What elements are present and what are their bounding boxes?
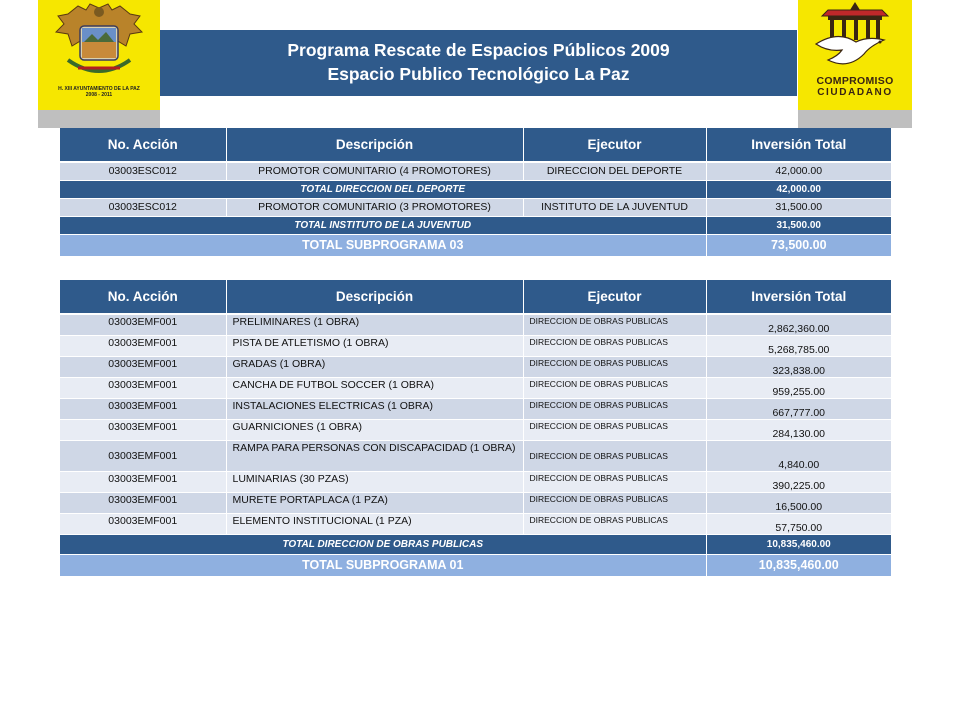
cell-descripcion: INSTALACIONES ELECTRICAS (1 OBRA) bbox=[226, 398, 523, 419]
cell-accion: 03003ESC012 bbox=[60, 162, 226, 180]
cell-descripcion: MURETE PORTAPLACA (1 PZA) bbox=[226, 492, 523, 513]
cell-descripcion: PISTA DE ATLETISMO (1 OBRA) bbox=[226, 335, 523, 356]
seal-caption bbox=[40, 86, 158, 98]
cell-accion: 03003EMF001 bbox=[60, 314, 226, 335]
cell-accion: 03003EMF001 bbox=[60, 356, 226, 377]
table-header-row bbox=[60, 128, 891, 162]
cell-ejecutor: DIRECCION DE OBRAS PUBLICAS bbox=[523, 471, 706, 492]
column-header-accion: No. Acción bbox=[60, 280, 226, 314]
dept-total-row bbox=[60, 180, 891, 198]
subprogram-total-value: 73,500.00 bbox=[706, 234, 891, 256]
table-row bbox=[60, 356, 891, 377]
column-header-accion: No. Acción bbox=[60, 128, 226, 162]
table-row bbox=[60, 198, 891, 216]
table-row bbox=[60, 377, 891, 398]
table-row bbox=[60, 398, 891, 419]
cell-inversion: 5,268,785.00 bbox=[706, 335, 891, 356]
cell-accion: 03003EMF001 bbox=[60, 419, 226, 440]
cell-descripcion: CANCHA DE FUTBOL SOCCER (1 OBRA) bbox=[226, 377, 523, 398]
cell-ejecutor: DIRECCION DE OBRAS PUBLICAS bbox=[523, 398, 706, 419]
table-row bbox=[60, 492, 891, 513]
brand-line2: CIUDADANO bbox=[817, 87, 893, 98]
cell-accion: 03003ESC012 bbox=[60, 198, 226, 216]
table-row bbox=[60, 335, 891, 356]
brand-caption bbox=[800, 76, 910, 98]
subprograma-01-table bbox=[60, 280, 891, 577]
cell-accion: 03003EMF001 bbox=[60, 492, 226, 513]
cell-accion: 03003EMF001 bbox=[60, 471, 226, 492]
table-header-row bbox=[60, 280, 891, 314]
cell-inversion: 31,500.00 bbox=[706, 198, 891, 216]
cell-ejecutor: DIRECCION DE OBRAS PUBLICAS bbox=[523, 314, 706, 335]
cell-inversion: 57,750.00 bbox=[706, 513, 891, 534]
cell-descripcion: RAMPA PARA PERSONAS CON DISCAPACIDAD (1 OBRA) bbox=[226, 440, 523, 471]
dept-total-label: TOTAL DIRECCION DEL DEPORTE bbox=[60, 180, 706, 198]
cell-descripcion: LUMINARIAS (30 PZAS) bbox=[226, 471, 523, 492]
cell-inversion: 2,862,360.00 bbox=[706, 314, 891, 335]
cell-inversion: 323,838.00 bbox=[706, 356, 891, 377]
table-row bbox=[60, 513, 891, 534]
cell-inversion: 390,225.00 bbox=[706, 471, 891, 492]
subprogram-total-value: 10,835,460.00 bbox=[706, 554, 891, 576]
seal-caption-line1: H. XIII AYUNTAMIENTO DE LA PAZ bbox=[58, 86, 140, 92]
cell-descripcion: PROMOTOR COMUNITARIO (4 PROMOTORES) bbox=[226, 162, 523, 180]
cell-inversion: 284,130.00 bbox=[706, 419, 891, 440]
cell-inversion: 42,000.00 bbox=[706, 162, 891, 180]
cell-accion: 03003EMF001 bbox=[60, 377, 226, 398]
dove-kiosk-icon bbox=[798, 0, 912, 76]
column-header-descripcion: Descripción bbox=[226, 280, 523, 314]
cell-ejecutor: DIRECCION DE OBRAS PUBLICAS bbox=[523, 335, 706, 356]
cell-ejecutor: DIRECCION DE OBRAS PUBLICAS bbox=[523, 377, 706, 398]
coat-of-arms-icon bbox=[38, 0, 160, 86]
brand-line1: COMPROMISO bbox=[816, 75, 894, 87]
dept-total-label: TOTAL DIRECCION DE OBRAS PUBLICAS bbox=[60, 534, 706, 554]
column-header-ejecutor: Ejecutor bbox=[523, 128, 706, 162]
cell-inversion: 16,500.00 bbox=[706, 492, 891, 513]
column-header-descripcion: Descripción bbox=[226, 128, 523, 162]
subprogram-total-label: TOTAL SUBPROGRAMA 01 bbox=[60, 554, 706, 576]
page-title-bar bbox=[160, 30, 797, 96]
cell-descripcion: ELEMENTO INSTITUCIONAL (1 PZA) bbox=[226, 513, 523, 534]
dept-total-value: 10,835,460.00 bbox=[706, 534, 891, 554]
cell-descripcion: PRELIMINARES (1 OBRA) bbox=[226, 314, 523, 335]
dept-total-value: 42,000.00 bbox=[706, 180, 891, 198]
cell-ejecutor: DIRECCION DE OBRAS PUBLICAS bbox=[523, 356, 706, 377]
seal-caption-line2: 2008 - 2011 bbox=[85, 92, 113, 98]
cell-accion: 03003EMF001 bbox=[60, 335, 226, 356]
cell-ejecutor: DIRECCION DEL DEPORTE bbox=[523, 162, 706, 180]
column-header-inversion: Inversión Total bbox=[706, 280, 891, 314]
cell-accion: 03003EMF001 bbox=[60, 513, 226, 534]
table-row bbox=[60, 162, 891, 180]
subprograma-03-table bbox=[60, 128, 891, 257]
table-row bbox=[60, 471, 891, 492]
table-row bbox=[60, 440, 891, 471]
left-logo bbox=[38, 0, 160, 110]
subprogram-total-label: TOTAL SUBPROGRAMA 03 bbox=[60, 234, 706, 256]
cell-ejecutor: DIRECCION DE OBRAS PUBLICAS bbox=[523, 513, 706, 534]
cell-inversion: 667,777.00 bbox=[706, 398, 891, 419]
cell-ejecutor: INSTITUTO DE LA JUVENTUD bbox=[523, 198, 706, 216]
cell-ejecutor: DIRECCION DE OBRAS PUBLICAS bbox=[523, 492, 706, 513]
table-row bbox=[60, 419, 891, 440]
dept-total-value: 31,500.00 bbox=[706, 216, 891, 234]
cell-ejecutor: DIRECCION DE OBRAS PUBLICAS bbox=[523, 440, 706, 471]
cell-accion: 03003EMF001 bbox=[60, 440, 226, 471]
dept-total-row bbox=[60, 216, 891, 234]
column-header-ejecutor: Ejecutor bbox=[523, 280, 706, 314]
column-header-inversion: Inversión Total bbox=[706, 128, 891, 162]
cell-accion: 03003EMF001 bbox=[60, 398, 226, 419]
cell-inversion: 4,840.00 bbox=[706, 440, 891, 471]
right-logo bbox=[798, 0, 912, 110]
subprogram-total-row bbox=[60, 554, 891, 576]
subprogram-total-row bbox=[60, 234, 891, 256]
dept-total-row bbox=[60, 534, 891, 554]
dept-total-label: TOTAL INSTITUTO DE LA JUVENTUD bbox=[60, 216, 706, 234]
cell-descripcion: GRADAS (1 OBRA) bbox=[226, 356, 523, 377]
cell-descripcion: GUARNICIONES (1 OBRA) bbox=[226, 419, 523, 440]
page-subtitle: Espacio Publico Tecnológico La Paz bbox=[327, 64, 630, 84]
cell-ejecutor: DIRECCION DE OBRAS PUBLICAS bbox=[523, 419, 706, 440]
cell-inversion: 959,255.00 bbox=[706, 377, 891, 398]
page-title: Programa Rescate de Espacios Públicos 2009 bbox=[287, 40, 670, 60]
cell-descripcion: PROMOTOR COMUNITARIO (3 PROMOTORES) bbox=[226, 198, 523, 216]
table-row bbox=[60, 314, 891, 335]
